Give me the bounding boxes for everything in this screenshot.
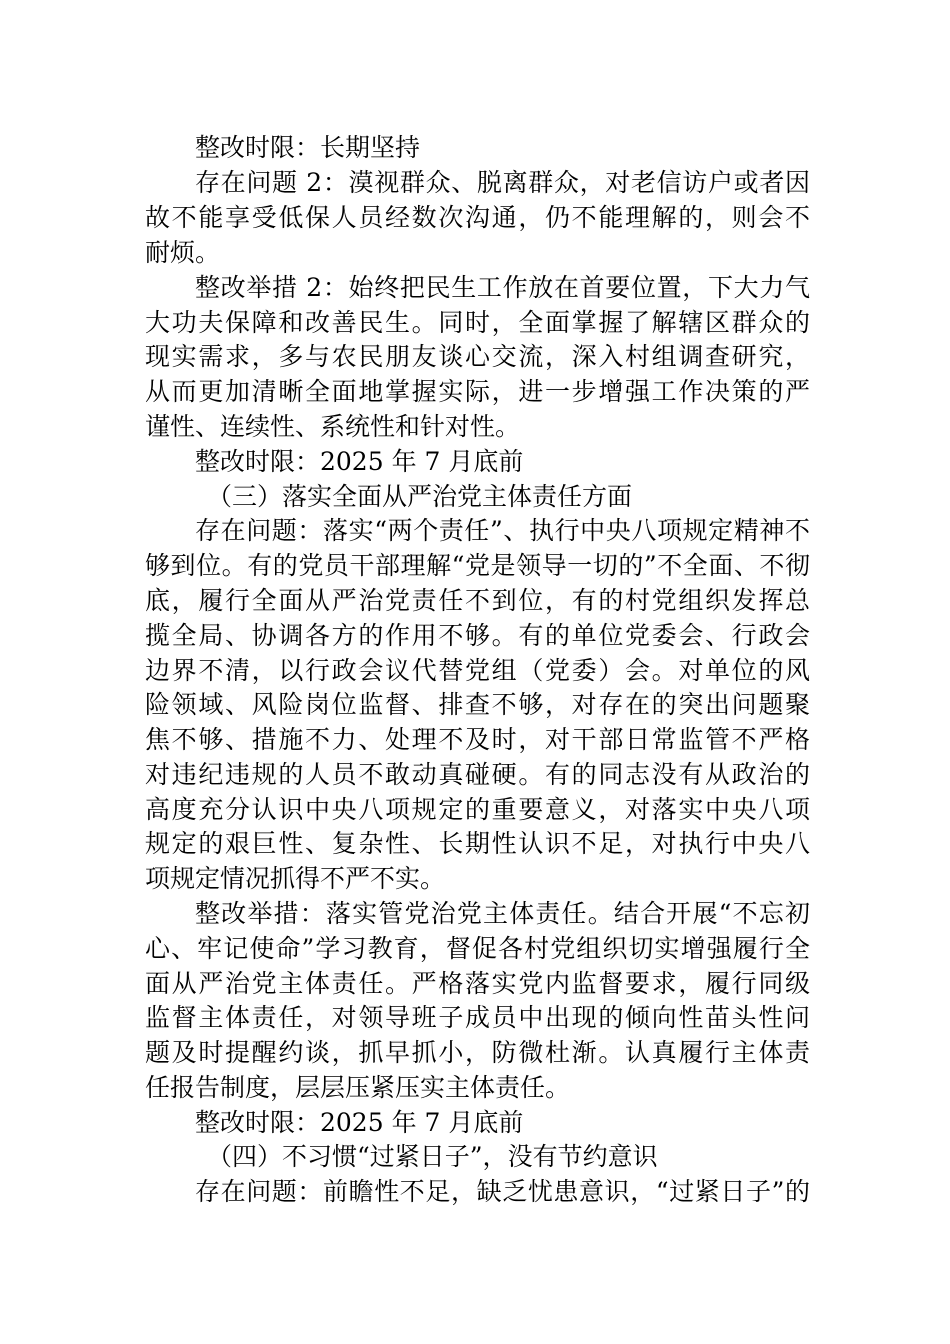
- text-line: 耐烦。: [145, 238, 221, 267]
- text-line: 谨性、连续性、系统性和针对性。: [145, 412, 521, 441]
- text-line: 任报告制度，层层压紧压实主体责任。: [145, 1073, 571, 1102]
- text-line: 边界不清，以行政会议代替党组（党委）会。对单位的风: [145, 656, 810, 685]
- text-line: 险领域、风险岗位监督、排查不够，对存在的突出问题聚: [145, 690, 810, 719]
- text-line: 从而更加清晰全面地掌握实际，进一步增强工作决策的严: [145, 377, 810, 406]
- section-heading: （三）落实全面从严治党主体责任方面: [207, 482, 633, 511]
- text-line: 整改时限：2025 年 7 月底前: [195, 1108, 524, 1137]
- text-line: 底，履行全面从严治党责任不到位，有的村党组织发挥总: [145, 586, 810, 615]
- text-line: 存在问题：前瞻性不足，缺乏忧患意识，“过紧日子”的: [195, 1177, 810, 1206]
- text-line: 够到位。有的党员干部理解“党是领导一切的”不全面、不彻: [145, 551, 810, 580]
- text-line: 整改举措 2：始终把民生工作放在首要位置，下大力气: [195, 273, 810, 302]
- text-line: 大功夫保障和改善民生。同时，全面掌握了解辖区群众的: [145, 308, 810, 337]
- text-line: 规定的艰巨性、复杂性、长期性认识不足，对执行中央八: [145, 829, 810, 858]
- text-line: 对违纪违规的人员不敢动真碰硬。有的同志没有从政治的: [145, 760, 810, 789]
- text-line: 焦不够、措施不力、处理不及时，对干部日常监管不严格: [145, 725, 810, 754]
- text-line: 心、牢记使命”学习教育，督促各村党组织切实增强履行全: [145, 934, 810, 963]
- text-line: 题及时提醒约谈，抓早抓小，防微杜渐。认真履行主体责: [145, 1038, 810, 1067]
- text-line: 存在问题 2：漠视群众、脱离群众，对老信访户或者因: [195, 168, 810, 197]
- text-line: 揽全局、协调各方的作用不够。有的单位党委会、行政会: [145, 621, 810, 650]
- text-line: 存在问题：落实“两个责任”、执行中央八项规定精神不: [195, 516, 810, 545]
- text-line: 高度充分认识中央八项规定的重要意义，对落实中央八项: [145, 795, 810, 824]
- text-line: 面从严治党主体责任。严格落实党内监督要求，履行同级: [145, 969, 810, 998]
- section-heading: （四）不习惯“过紧日子”，没有节约意识: [207, 1142, 658, 1171]
- text-line: 监督主体责任，对领导班子成员中出现的倾向性苗头性问: [145, 1003, 810, 1032]
- text-line: 整改时限：长期坚持: [195, 133, 421, 162]
- text-line: 项规定情况抓得不严不实。: [145, 864, 446, 893]
- text-line: 整改时限：2025 年 7 月底前: [195, 447, 524, 476]
- text-line: 整改举措：落实管党治党主体责任。结合开展“不忘初: [195, 899, 810, 928]
- text-line: 现实需求，多与农民朋友谈心交流，深入村组调查研究，: [145, 342, 810, 371]
- text-line: 故不能享受低保人员经数次沟通，仍不能理解的，则会不: [145, 203, 810, 232]
